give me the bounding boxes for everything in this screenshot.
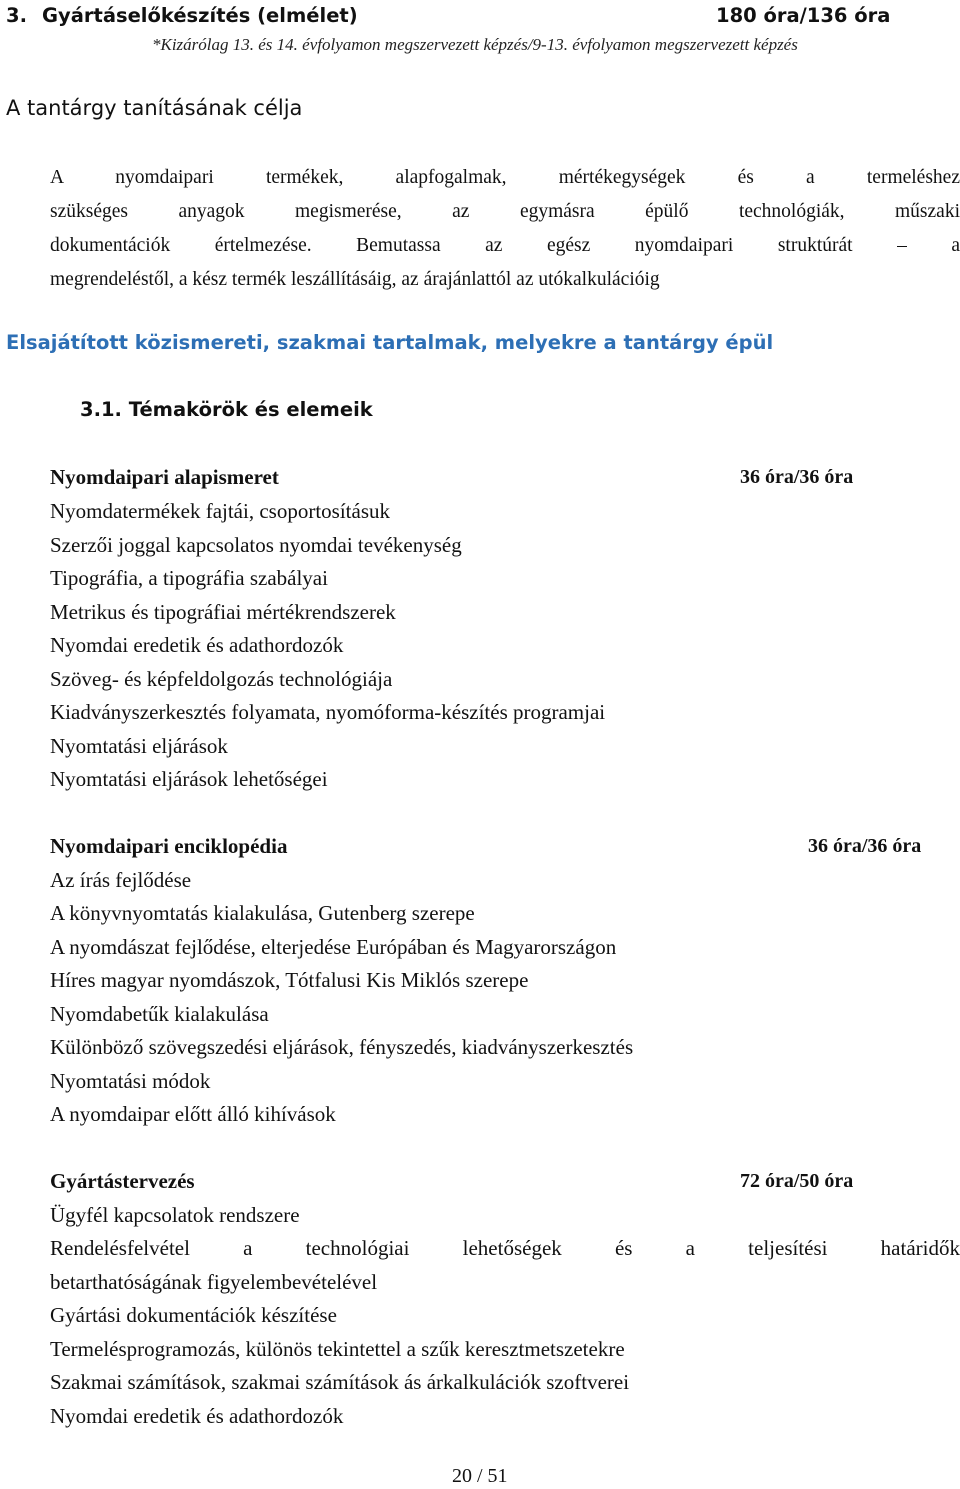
section-hours: 180 óra/136 óra (716, 4, 891, 27)
topic-title: Nyomdaipari enciklopédia (50, 834, 288, 858)
topic-item: A nyomdászat fejlődése, elterjedése Európában és Magyarországon (50, 935, 617, 959)
topic-item: Rendelésfelvétel a technológiai lehetőségek és a teljesítési határidők (50, 1236, 960, 1260)
topic-item: Nyomtatási módok (50, 1069, 211, 1093)
topic-item: Szakmai számítások, szakmai számítások ás árkalkulációk szoftverei (50, 1370, 630, 1394)
topic-item: Szöveg- és képfeldolgozás technológiája (50, 667, 393, 691)
topic-item: Az írás fejlődése (50, 868, 192, 892)
goal-paragraph (50, 161, 960, 297)
topic-item: Ügyfél kapcsolatok rendszere (50, 1203, 300, 1227)
topic-item: Különböző szövegszedési eljárások, fényszedés, kiadványszerkesztés (50, 1035, 634, 1059)
topic-item: A nyomdaipar előtt álló kihívások (50, 1102, 336, 1126)
topic-hours: 36 óra/36 óra (740, 466, 854, 488)
section-note: *Kizárólag 13. és 14. évfolyamon megszervezett képzés/9-13. évfolyamon megszervezett képzés (152, 35, 798, 54)
goal-line: szükséges anyagok megismerése, az egymásra épülő technológiák, műszaki (50, 201, 960, 222)
section-number: 3. (6, 4, 27, 27)
topic-item: Kiadványszerkesztés folyamata, nyomóforma-készítés programjai (50, 700, 606, 724)
topic-item: Nyomdai eredetik és adathordozók (50, 633, 344, 657)
goal-line: A nyomdaipari termékek, alapfogalmak, mértékegységek és a termeléshez (50, 167, 960, 188)
page-number: 20 / 51 (452, 1465, 508, 1487)
topic-item: A könyvnyomtatás kialakulása, Gutenberg szerepe (50, 901, 475, 925)
section-title: Gyártáselőkészítés (elmélet) (42, 4, 358, 27)
topic-item: Híres magyar nyomdászok, Tótfalusi Kis Miklós szerepe (50, 968, 529, 992)
topic-item: Nyomdatermékek fajtái, csoportosításuk (50, 499, 390, 523)
topic-hours: 72 óra/50 óra (740, 1170, 854, 1192)
topic-item: Nyomdabetűk kialakulása (50, 1002, 269, 1026)
topic-item: Metrikus és tipográfiai mértékrendszerek (50, 600, 396, 624)
prereq-heading: Elsajátított közismereti, szakmai tartalmak, melyekre a tantárgy épül (6, 331, 774, 354)
goal-line: megrendeléstől, a kész termék leszállításáig, az árajánlattól az utókalkulációig (50, 269, 660, 290)
topic-item: Szerzői joggal kapcsolatos nyomdai tevékenység (50, 533, 462, 557)
topic-item: Nyomdai eredetik és adathordozók (50, 1404, 344, 1428)
topic-item: Gyártási dokumentációk készítése (50, 1303, 337, 1327)
topic-item: Nyomtatási eljárások lehetőségei (50, 767, 328, 791)
topic-item: Tipográfia, a tipográfia szabályai (50, 566, 328, 590)
topic-title: Nyomdaipari alapismeret (50, 465, 279, 489)
topic-item: betarthatóságának figyelembevételével (50, 1270, 378, 1294)
topic-item: Nyomtatási eljárások (50, 734, 228, 758)
topic-title: Gyártástervezés (50, 1169, 195, 1193)
topic-item: Termelésprogramozás, különös tekintettel a szűk keresztmetszetekre (50, 1337, 625, 1361)
topic-hours: 36 óra/36 óra (808, 835, 922, 857)
goal-line: dokumentációk értelmezése. Bemutassa az egész nyomdaipari struktúrát – a (50, 235, 960, 256)
goal-heading: A tantárgy tanításának célja (6, 96, 303, 120)
topics-heading: 3.1. Témakörök és elemeik (80, 398, 373, 421)
